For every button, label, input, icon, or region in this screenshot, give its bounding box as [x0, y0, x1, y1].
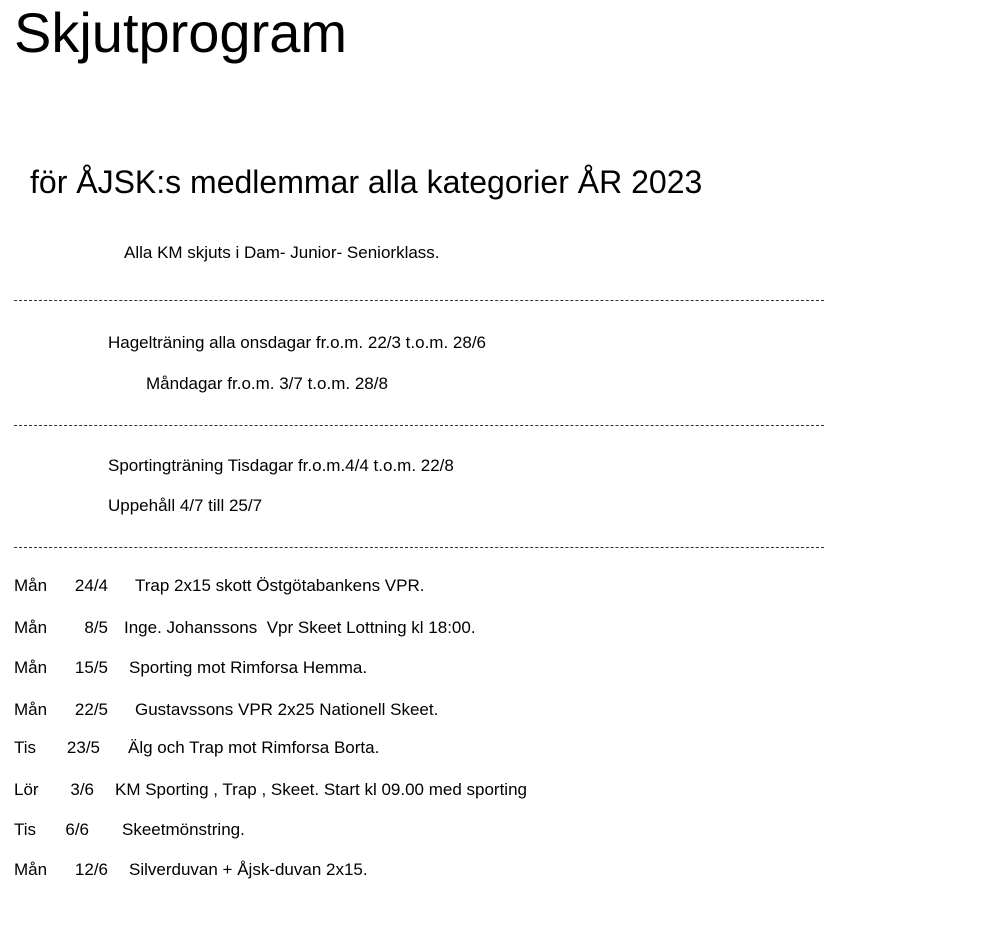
event-row: [14, 657, 714, 679]
separator-line: [14, 425, 824, 426]
separator-line: [14, 300, 824, 301]
km-note: Alla KM skjuts i Dam- Junior- Seniorklass.: [124, 243, 440, 262]
event-date: 6/6: [65, 820, 89, 839]
event-description: Älg och Trap mot Rimforsa Borta.: [128, 738, 380, 757]
event-description: Silverduvan + Åjsk-duvan 2x15.: [129, 860, 368, 879]
event-date: 23/5: [66, 738, 100, 757]
event-day: Mån: [14, 700, 48, 719]
event-row: [14, 575, 714, 597]
event-date: 24/4: [74, 576, 108, 595]
event-date: 15/5: [74, 658, 108, 677]
event-day: Tis: [14, 738, 37, 757]
event-day: Tis: [14, 820, 37, 839]
separator-line: [14, 547, 824, 548]
event-description: Inge. Johanssons Vpr Skeet Lottning kl 18:00.: [124, 618, 476, 637]
event-date: 12/6: [74, 860, 108, 879]
event-row: [14, 617, 714, 639]
event-day: Mån: [14, 860, 48, 879]
event-description: KM Sporting , Trap , Skeet. Start kl 09.00 med sporting: [115, 780, 527, 799]
event-row: [14, 737, 714, 759]
event-day: Mån: [14, 618, 48, 637]
event-description: Skeetmönstring.: [122, 820, 245, 839]
event-description: Gustavssons VPR 2x25 Nationell Skeet.: [135, 700, 439, 719]
event-day: Lör: [14, 780, 39, 799]
sporting-break: Uppehåll 4/7 till 25/7: [108, 496, 263, 515]
event-description: Sporting mot Rimforsa Hemma.: [129, 658, 368, 677]
event-day: Mån: [14, 658, 48, 677]
page-title: Skjutprogram: [14, 1, 348, 64]
event-date: 8/5: [84, 618, 108, 637]
page-subtitle: för ÅJSK:s medlemmar alla kategorier ÅR 2023: [30, 164, 703, 200]
event-date: 3/6: [70, 780, 94, 799]
event-description: Trap 2x15 skott Östgötabankens VPR.: [135, 576, 425, 595]
event-row: [14, 859, 714, 881]
event-date: 22/5: [74, 700, 108, 719]
event-row: [14, 779, 714, 801]
hagel-schedule-mondays: Måndagar fr.o.m. 3/7 t.o.m. 28/8: [146, 374, 388, 393]
sporting-schedule: Sportingträning Tisdagar fr.o.m.4/4 t.o.m. 22/8: [108, 456, 454, 475]
event-day: Mån: [14, 576, 48, 595]
event-row: [14, 699, 714, 721]
hagel-schedule: Hagelträning alla onsdagar fr.o.m. 22/3 t.o.m. 28/6: [108, 333, 487, 352]
event-row: [14, 819, 714, 841]
